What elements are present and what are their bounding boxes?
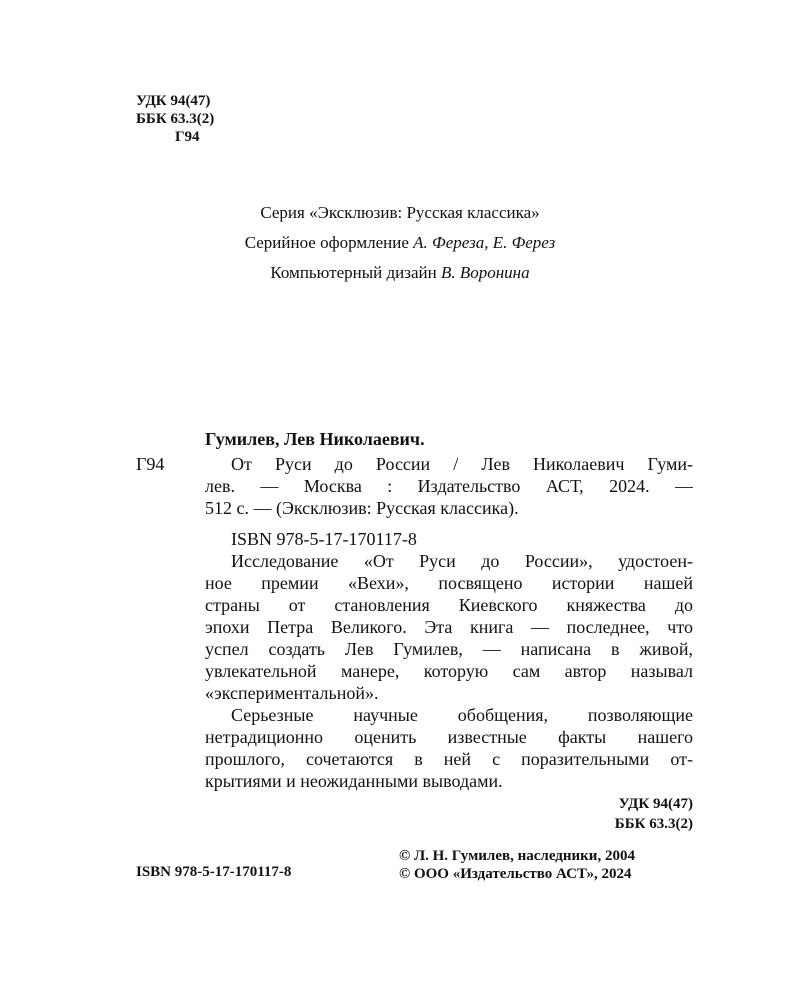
annotation-line: Серьезные научные обобщения, позволяющие [231,705,693,725]
design-names: А. Фереза, Е. Ферез [413,233,556,252]
title-line-3: 512 с. — (Эксклюзив: Русская классика). [205,498,519,518]
annotation-line: прошлого, сочетаются в ней с поразительными от- [205,749,693,769]
annotation-line: «экспериментальной». [205,683,379,703]
bbk-top: ББК 63.3(2) [136,111,215,127]
udk-top: УДК 94(47) [136,93,211,109]
title-line-1: От Руси до России / Лев Николаевич Гуми- [231,454,693,474]
annotation-line: ное премии «Вехи», посвящено истории нашей [205,573,693,593]
copyright-publisher: © ООО «Издательство АСТ», 2024 [399,866,632,882]
annotation-line: страны от становления Киевского княжества до [205,595,693,615]
bbk-bottom: ББК 63.3(2) [614,816,693,832]
udk-bottom: УДК 94(47) [618,796,693,812]
series-line: Серия «Эксклюзив: Русская классика» [260,203,540,222]
computer-design-line [0,262,800,284]
author-heading: Гумилев, Лев Николаевич. [205,429,425,449]
annotation-line: эпохи Петра Великого. Эта книга — последнее, что [205,617,693,637]
annotation-line: Исследование «От Руси до России», удостоен- [231,551,693,571]
author-mark-top: Г94 [175,129,200,145]
title-line-2: лев. — Москва : Издательство АСТ, 2024. — [205,476,693,496]
annotation-line: успел создать Лев Гумилев, — написана в живой, [205,639,693,659]
author-mark: Г94 [136,454,165,474]
computer-design-label: Компьютерный дизайн [270,263,437,282]
copyright-author: © Л. Н. Гумилев, наследники, 2004 [399,848,635,864]
annotation-line: увлекательной манере, которую сам автор называл [205,661,693,681]
isbn-record: ISBN 978-5-17-170117-8 [231,529,417,549]
annotation-line: крытиями и неожиданными выводами. [205,771,503,791]
annotation-line: нетрадиционно оценить известные факты нашего [205,727,693,747]
computer-design-name: В. Воронина [440,263,530,282]
design-label: Серийное оформление [244,233,409,252]
isbn-footer: ISBN 978-5-17-170117-8 [136,864,292,880]
series-design-line [0,232,800,254]
